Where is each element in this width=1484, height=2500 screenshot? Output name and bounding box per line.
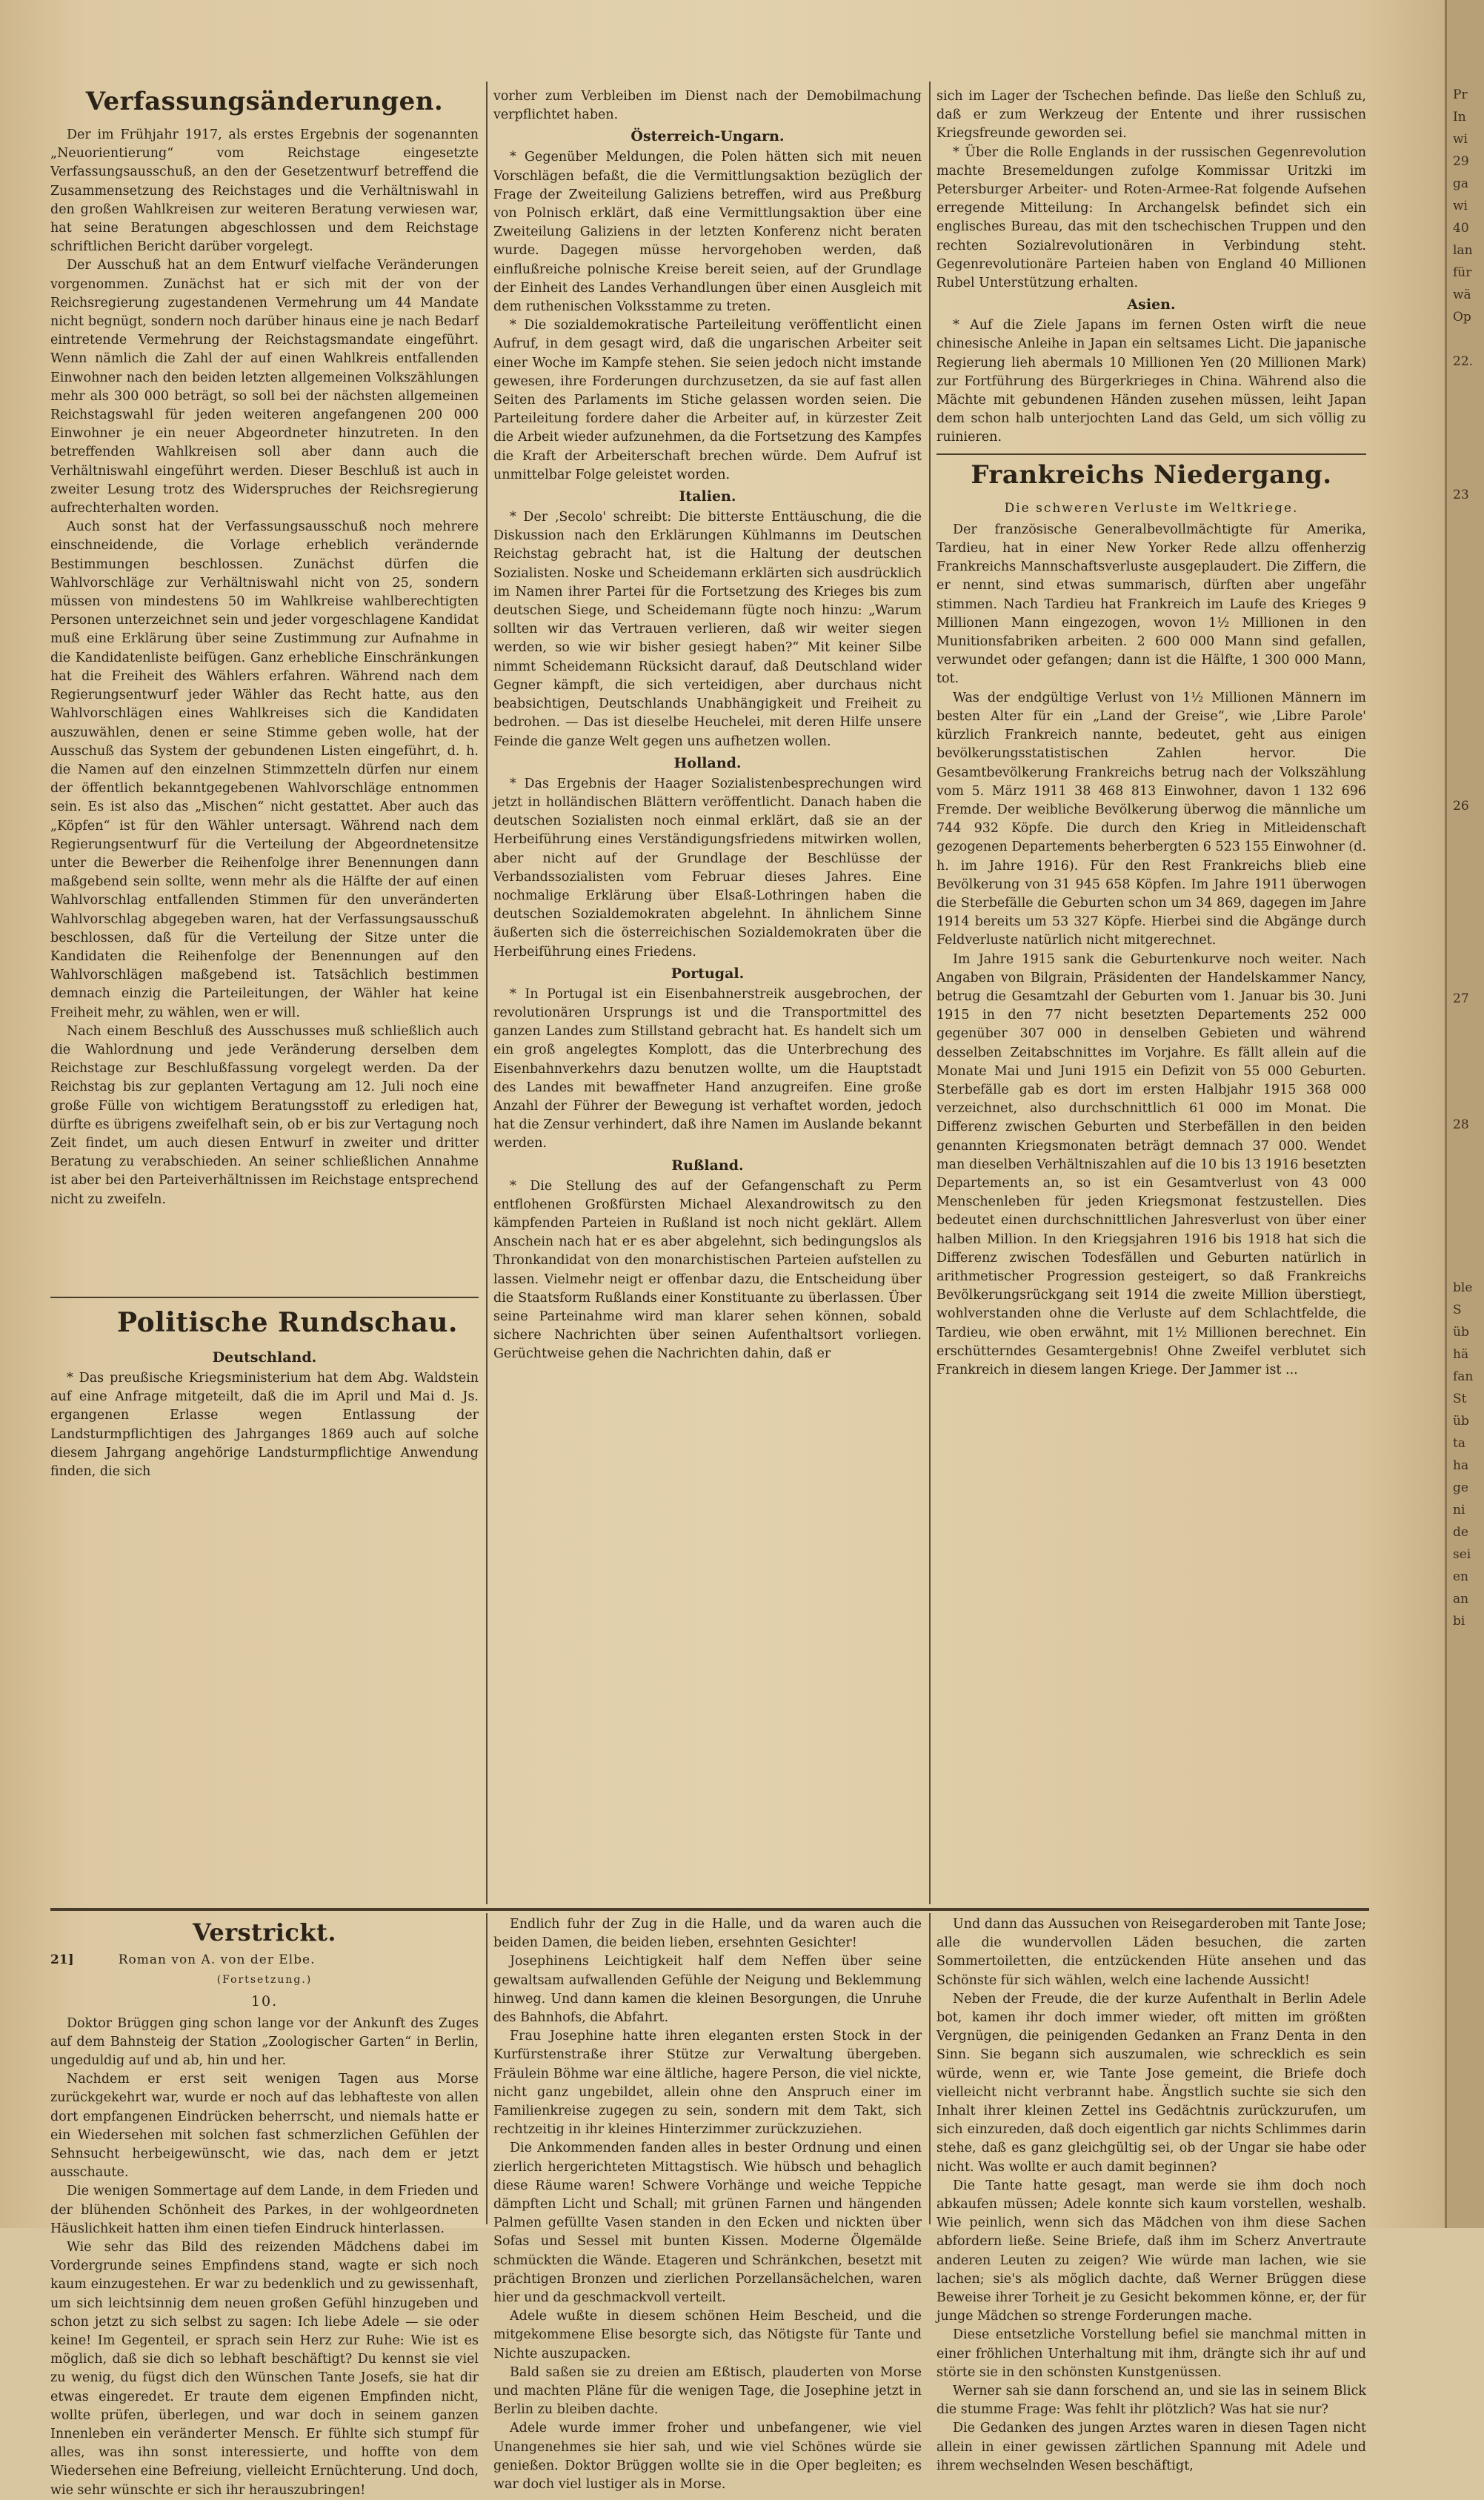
column-serial-3 xyxy=(936,1915,1366,2473)
article-title-verfassung: Verfassungsänderungen. xyxy=(85,87,444,116)
edge-fragment: Pr xyxy=(1453,87,1468,102)
paragraph: * Gegenüber Meldungen, die Polen hätten sich mit neuen Vorschlägen befaßt, die die Vermittlungsaktion bezüglich der Frage der Zweiteilung Galiziens betreffen, wird aus Preßburg von Polnisch erklärt, daß eine Vermittlungsaktion über eine Zweiteilung Galiziens in der letzten Konferenz nicht beraten wurde. Dagegen müsse hervorgehoben werden, daß einflußreiche polnische Kreise bereit seien, auf der Grundlage der Einheit des Landes Verhandlungen über einen Ausgleich mit dem ruthenischen Volksstamme zu treten. xyxy=(493,150,922,315)
section-head-oesterreich: Österreich-Ungarn. xyxy=(630,128,785,145)
paragraph: Die wenigen Sommertage auf dem Lande, in dem Frieden und der blühenden Schönheit des Parkes, in der wohlgeordneten Häuslichkeit hatten ihm einen tiefen Eindruck hinterlassen. xyxy=(50,2184,479,2236)
edge-fragment: an xyxy=(1453,1592,1469,1606)
column-rule xyxy=(486,82,488,1904)
edge-fragment: wä xyxy=(1453,287,1471,302)
edge-fragment: ble xyxy=(1453,1280,1473,1295)
serial-byline: Roman von A. von der Elbe. xyxy=(118,1952,316,1967)
edge-fragment: ge xyxy=(1453,1480,1468,1495)
column-serial-1 xyxy=(50,1915,479,2498)
edge-fragment: üb xyxy=(1453,1414,1469,1429)
paragraph: Bald saßen sie zu dreien am Eßtisch, plauderten von Morse und machten Pläne für die wenigen Tage, die Josephine jetzt in Berlin zu bleiben dachte. xyxy=(493,2364,922,2418)
article-subtitle: Die schweren Verluste im Weltkriege. xyxy=(1004,500,1299,516)
section-head-italien: Italien. xyxy=(679,488,736,505)
serial-title: Verstrickt. xyxy=(193,1918,336,1947)
edge-fragment: S xyxy=(1453,1303,1462,1317)
edge-fragment: sei xyxy=(1453,1547,1471,1562)
section-head-holland: Holland. xyxy=(673,754,742,771)
paragraph: * Auf die Ziele Japans im fernen Osten wirft die neue chinesische Anleihe in Japan ein seltsames Licht. Die japanische Regierung lieh abermals 10 Millionen Yen (20 Millionen Mark) zur Fortführung des Bürgerkrieges in China. Während also die Mächte mit gebundenen Händen zusehen müssen, leiht Japan dem schon halb unterjochten Land das Geld, um sich völlig zu ruinieren. xyxy=(936,318,1366,445)
serial-number: 21] xyxy=(50,1952,74,1967)
paragraph: * Das Ergebnis der Haager Sozialistenbesprechungen wird jetzt in holländischen Blättern veröffentlicht. Danach haben die deutschen Sozialisten noch einmal erklärt, daß sie an der Herbeiführung eines Verständigungsfriedens mitwirken wollen, aber nicht auf der Grundlage der Beschlüsse der Verbandssozialisten vom Februar dieses Jahres. Eine nochmalige Erklärung über Elsaß-Lothringen haben die deutschen Sozialdemokraten abgelehnt. In ähnlichem Sinne äußerten sich die österreichischen Sozialdemokraten über die Herbeiführung eines Friedens. xyxy=(493,776,922,960)
paragraph: * Über die Rolle Englands in der russischen Gegenrevolution machte Bresemeldungen zufolge Kommissar Uritzki im Petersburger Arbeiter- und Roten-Armee-Rat folgende Aufsehen erregende Mitteilung: In Archangelsk befindet sich ein englisches Bureau, das mit den tschechischen Truppen und den rechten Sozialrevolutionären in Verbindung steht. Gegenrevolutionäre Parteien haben von England 40 Millionen Rubel Unterstützung erhalten. xyxy=(936,144,1366,291)
edge-fragment: 23 xyxy=(1453,488,1469,502)
edge-fragment: fan xyxy=(1453,1369,1474,1384)
section-divider xyxy=(936,453,1366,455)
section-head-russland: Rußland. xyxy=(671,1157,744,1174)
section-divider xyxy=(50,1297,479,1298)
section-head-asien: Asien. xyxy=(1127,296,1176,313)
paragraph: Auch sonst hat der Verfassungsausschuß noch mehrere einschneidende, die Vorlage erheblich verändernde Bestimmungen beschlossen. Zunächst dürfen die Wahlvorschläge zur Verhältniswahl nicht von 25, sondern müssen von mindestens 50 im Wahlkreise wahlberechtigten Personen unterzeichnet sein und jeder vorgeschlagene Kandidat muß eine Erklärung über seine Zustimmung zur Aufnahme in die Kandidatenliste beifügen. Ganz erhebliche Einschränkungen hat die Freiheit des Wählers erfahren. Während nach dem Regierungsentwurf jeder Wähler das Recht hatte, aus den Wahlvorschlägen eines Wahlkreises sich die Kandidaten auszuwählen, denen er seine Stimme geben wolle, hat der Ausschuß das System der gebundenen Listen eingeführt, d. h. die Namen auf den einzelnen Stimmzetteln dürfen nur einem der öffentlich bekanntgegebenen Wahlvorschläge entnommen sein. Es ist also das „Mischen“ nicht gestattet. Aber auch das „Köpfen“ ist für den Wähler untersagt. Während nach dem Regierungsentwurf für die Verteilung der Abgeordnetensitze unter die Bewerber die Reihenfolge ihrer Benennungen dann maßgebend sein sollte, wenn mehr als die Hälfte der auf einen Wahlvorschlag entfallenden Stimmen für den unveränderten Wahlvorschlag abgegeben waren, hat der Verfassungsausschuß beschlossen, daß für die Verteilung der Sitze unter die Kandidaten die Reihenfolge der Benennungen auf den Wahlvorschlägen maßgebend ist. Tatsächlich bestimmen demnach einzig die Parteileitungen, der Wähler hat keine Freiheit mehr, zu wählen, wen er will. xyxy=(50,519,479,1020)
edge-fragment: ta xyxy=(1453,1436,1465,1451)
paragraph: Josephinens Leichtigkeit half dem Neffen über seine gewaltsam aufwallenden Gefühle der Neigung und Beklemmung hinweg. Und dann kamen die kleinen Besorgungen, die Unruhe des Bahnhofs, die Abfahrt. xyxy=(493,1954,922,2026)
section-head-deutschland: Deutschland. xyxy=(212,1349,317,1366)
paragraph: Nach einem Beschluß des Ausschusses muß schließlich auch die Wahlordnung und jede Veränderung derselben dem Reichstage zur Beschlußfassung vorgelegt werden. Da der Reichstag bis zur geplanten Vertagung am 12. Juli noch eine große Fülle von wichtigem Beratungsstoff zu erledigen hat, dürfte es übrigens zweifelhaft sein, ob er bis zur Vertagung noch Zeit findet, um auch diesen Entwurf in zweiter und dritter Beratung zu verabschieden. An seiner schließlichen Annahme ist aber bei den Parteiverhältnissen im Reichstage entsprechend nicht zu zweifeln. xyxy=(50,1023,479,1207)
serial-fortsetzung: (Fortsetzung.) xyxy=(216,1974,313,1987)
section-head-portugal: Portugal. xyxy=(671,965,745,982)
paragraph: Diese entsetzliche Vorstellung befiel sie manchmal mitten in einer fröhlichen Unterhaltung mit ihm, drängte sich ihr auf und störte sie in den schönsten Kunstgenüssen. xyxy=(936,2327,1366,2380)
edge-fragment: lan xyxy=(1453,243,1473,258)
column-rule xyxy=(929,1913,931,2224)
paragraph: Die Ankommenden fanden alles in bester Ordnung und einen zierlich hergerichteten Mittagstisch. Wie hübsch und behaglich diese Räume waren! Schwere Vorhänge und weiche Teppiche dämpften Licht und Schall; mit grünen Farnen und hängenden Palmen gefüllte Vasen standen in den Ecken und nickten über Sofas und Sessel mit bunten Kissen. Moderne Ölgemälde schmückten die Wände. Etageren und Schränkchen, besetzt mit prächtigen Bronzen und zierlichen Porzellansächelchen, waren hier und da geschmackvoll verteilt. xyxy=(493,2141,922,2306)
edge-fragment: 40 xyxy=(1453,221,1469,236)
paragraph: Werner sah sie dann forschend an, und sie las in seinem Blick die stumme Frage: Was fehlt ihr plötzlich? Was hat sie nur? xyxy=(936,2384,1366,2418)
edge-fragment: 26 xyxy=(1453,799,1469,814)
edge-fragment: 29 xyxy=(1453,154,1469,169)
column-news-right xyxy=(936,87,1366,1895)
serial-chapter: 10. xyxy=(250,1993,279,2010)
edge-fragment: Op xyxy=(1453,310,1471,325)
edge-fragment: wi xyxy=(1453,199,1468,213)
paragraph: Wie sehr das Bild des reizenden Mädchens dabei im Vordergrunde seines Empfindens stand, wagte er sich noch kaum einzugestehen. Er war zu bedenklich und zu gewissenhaft, um sich leichtsinnig dem neuen großen Gefühl hinzugeben und schon jetzt zu sich selbst zu sagen: Ich liebe Adele — sie oder keine! Im Gegenteil, er sprach sein Herz zur Ruhe: Wie ist es möglich, daß sie dich so lebhaft beschäftigt? Du kennst sie viel zu wenig, du fügst dich den Wünschen Tante Josefs, sie hat dir etwas eingeredet. Er traute dem eigenen Empfinden nicht, wollte prüfen, überlegen, und war doch in seinem ganzen Innenleben ein veränderter Mensch. Er fühlte sich stumpf für alles, was ihn sonst interessierte, und hoffte von dem Wiedersehen eine Befreiung, vielleicht Ernüchterung. Und doch, wie sehr wünschte er sich ihr herauszubringen! xyxy=(50,2240,479,2498)
column-rundschau xyxy=(50,1303,479,1895)
edge-fragment: 27 xyxy=(1453,991,1469,1006)
paragraph: * In Portugal ist ein Eisenbahnerstreik ausgebrochen, der revolutionären Ursprungs ist und die Transportmittel des ganzen Landes zum Stillstand gebracht hat. Es handelt sich um ein groß angelegtes Komplott, das die Unterbrechung des Eisenbahnverkehrs dazu benutzen wollte, um die Hauptstadt des Landes mit bewaffneter Hand anzugreifen. Eine große Anzahl der Führer der Bewegung ist verhaftet worden, jedoch hat die Zensur verhindert, daß ihre Namen im Auslande bekannt werden. xyxy=(493,986,922,1151)
column-rule xyxy=(929,82,931,1904)
article-title-frankreich: Frankreichs Niedergang. xyxy=(971,459,1332,490)
paragraph: Doktor Brüggen ging schon lange vor der Ankunft des Zuges auf dem Bahnsteig der Station „Zoologischer Garten“ in Berlin, ungeduldig auf und ab, hin und her. xyxy=(50,2015,479,2069)
edge-fragment: 22. xyxy=(1453,354,1474,369)
paragraph: Was der endgültige Verlust von 1½ Millionen Männern im besten Alter für ein „Land der Greise“, wie ‚Libre Parole' kürzlich Frankreich nannte, bedeutet, geht aus einigen bevölkerungsstatistischen Zahlen hervor. Die Gesamtbevölkerung Frankreichs betrug nach der Volkszählung vom 5. März 1911 38 468 813 Einwohner, davon 1 132 696 Fremde. Der weibliche Bevölkerung überwog die männliche um 744 932 Köpfe. Die durch den Krieg in Mitleidenschaft gezogenen Departements beherbergten 6 523 155 Einwohner (d. h. im Jahre 1916). Für den Rest Frankreichs blieb eine Bevölkerung von 31 945 658 Köpfen. Im Jahre 1911 überwogen die Sterbefälle die Geburten schon um 34 869, dagegen im Jahre 1914 bereits um 53 327 Köpfe. Hierbei sind die Abgänge durch Feldverluste natürlich nicht mitgerechnet. xyxy=(936,690,1367,948)
edge-fragment: wi xyxy=(1453,132,1468,147)
paragraph: * Das preußische Kriegsministerium hat dem Abg. Waldstein auf eine Anfrage mitgeteilt, daß die im April und Mai d. Js. ergangenen Erlasse wegen Entlassung der Landsturmpflichtigen des Jahrganges 1869 auch auf solche diesem Jahrgang angehörige Landsturmpflichtige Anwendung finden, die sich xyxy=(50,1371,479,1480)
column-rule xyxy=(486,1913,488,2224)
paragraph: sich im Lager der Tschechen befinde. Das ließe den Schluß zu, daß er zum Werkzeug der Entente und ihrer russischen Kriegsfreunde geworden sei. xyxy=(936,89,1366,142)
adjacent-page-edge xyxy=(1445,0,1484,2228)
edge-fragment: ni xyxy=(1453,1503,1465,1517)
paragraph: Adele wußte in diesem schönen Heim Bescheid, und die mitgekommene Elise besorgte sich, das Nötigste für Tante und Nichte auszupacken. xyxy=(493,2309,922,2361)
paragraph: * Die sozialdemokratische Parteileitung veröffentlicht einen Aufruf, in dem gesagt wird, daß die ungarischen Arbeiter seit einer Woche im Kampfe stehen. Sie seien jedoch nicht imstande gewesen, ihre Forderungen durchzusetzen, da sie auf fast allen Seiten des Parlaments im Stiche gelassen worden seien. Die Parteileitung fordere daher die Arbeiter auf, in kürzester Zeit die Arbeit wieder aufzunehmen, da die Fortsetzung des Kampfes die Kraft der Arbeiterschaft brechen würde. Dem Aufruf ist unmittelbar Folge geleistet worden. xyxy=(493,318,922,482)
edge-fragment: für xyxy=(1453,265,1472,280)
edge-fragment: hä xyxy=(1453,1347,1469,1362)
paragraph: Der französische Generalbevollmächtigte für Amerika, Tardieu, hat in einer New Yorker Rede allzu offenherzig Frankreichs Mannschaftsverluste ausgeplaudert. Die Ziffern, die er nennt, sind etwas summarisch, dürften aber ungefähr stimmen. Nach Tardieu hat Frankreich im Laufe des Krieges 9 Millionen Mann eingezogen, wovon 1½ Millionen in den Munitionsfabriken arbeiten. 2 600 000 Mann sind gefallen, verwundet oder gefangen; dann ist die Hälfte, 1 300 000 Mann, tot. xyxy=(936,522,1366,687)
paragraph: Der im Frühjahr 1917, als erstes Ergebnis der sogenannten „Neuorientierung“ vom Reichstage eingesetzte Verfassungsausschuß, an den der Gesetzentwurf betreffend die Zusammensetzung des Reichstages und die Verhältniswahl in den großen Wahlkreisen zur weiteren Beratung verwiesen war, hat seine Beratungen abgeschlossen und dem Reichstage schriftlichen Bericht darüber vorgelegt. xyxy=(50,127,479,255)
paragraph: Im Jahre 1915 sank die Geburtenkurve noch weiter. Nach Angaben von Bilgrain, Präsidenten der Handelskammer Nancy, betrug die Gesamtzahl der Geburten vom 1. Januar bis 30. Juni 1915 in den 77 nicht besetzten Departements 252 000 gegenüber 307 000 in denselben Gebieten und während desselben Zeitabschnittes im Vorjahre. Es fällt allein auf die Monate Mai und Juni 1915 ein Defizit von 55 000 Geburten. Sterbefälle gab es dort im ersten Halbjahr 1915 368 000 verzeichnet, also durchschnittlich 61 000 im Monat. Die Differenz zwischen Geburten und Sterbefällen in den beiden genannten Kriegsmonaten beträgt demnach 37 000. Wendet man dieselben Verhältniszahlen auf die 10 bis 13 1916 besetzten Departements an, so ist ein Gesamtverlust von 43 000 Menschenleben für jeden Kriegsmonat festzustellen. Dies bedeutet einen durchschnittlichen Jahresverlust von über einer halben Million. In den Kriegsjahren 1916 bis 1918 hat sich die Differenz zwischen Todesfällen und Geburten natürlich in arithmetischer Progression gesteigert, so daß Frankreichs Bevölkerungsrückgang seit 1914 die zweite Million überstiegt, wohlverstanden ohne die Verluste auf dem Schlachtfelde, die Tardieu, wie oben erwähnt, mit 1½ Millionen berechnet. Ein erschütterndes Gesamtergebnis! Ohne Zweifel verblutet sich Frankreich in diesem langen Kriege. Der Jammer ist ... xyxy=(936,951,1366,1377)
edge-fragment: de xyxy=(1453,1525,1468,1540)
serial-byline-row xyxy=(50,1951,479,1969)
article-title-rundschau: Politische Rundschau. xyxy=(117,1307,458,1338)
paragraph: * Die Stellung des auf der Gefangenschaft zu Perm entflohenen Großfürsten Michael Alexandrowitsch zu den kämpfenden Parteien in Rußland ist noch nicht geklärt. Allem Anschein nach hat er es aber abgelehnt, sich bedingungslos als Thronkandidat von den monarchistischen Parteien aufstellen zu lassen. Vielmehr neigt er offenbar dazu, die Entscheidung über die Staatsform Rußlands einer Konstituante zu überlassen. Über seine Parteinahme wird man klarer sehen können, sobald sichere Nachrichten über seinen Aufenthaltsort vorliegen. Gerüchtweise gehen die Nachrichten dahin, daß er xyxy=(493,1178,922,1362)
edge-fragment: 28 xyxy=(1453,1117,1469,1132)
edge-fragment: ga xyxy=(1453,176,1469,191)
feuilleton-rule xyxy=(50,1908,1369,1911)
paragraph: Nachdem er erst seit wenigen Tagen aus Morse zurückgekehrt war, wurde er noch auf das lebhafteste von allen dort empfangenen Eindrücken beherrscht, und niemals hatte er ein Wiedersehen mit solchen fast schmerzlichen Gefühlen der Sehnsucht herbeigewünscht, wie das, nach dem er jetzt ausschaute. xyxy=(50,2072,479,2181)
paragraph: Frau Josephine hatte ihren eleganten ersten Stock in der Kurfürstenstraße ihrer Stütze zur Verwaltung übergeben. Fräulein Böhme war eine ältliche, hagere Person, die viel nickte, nicht ganz ungebildet, allein ohne den Anspruch einer im Familienkreise zugegen zu sein, sondern mit dem Takt, sich rechtzeitig in ihr kleines Hinterzimmer zurückzuziehen. xyxy=(493,2029,922,2138)
edge-fragment: en xyxy=(1453,1569,1469,1584)
column-news-middle xyxy=(493,87,922,1895)
edge-fragment: St xyxy=(1453,1392,1467,1406)
edge-fragment: bi xyxy=(1453,1614,1465,1629)
paragraph: Die Tante hatte gesagt, man werde sie ihm doch noch abkaufen müssen; Adele konnte sich kaum vorstellen, weshalb. Wie peinlich, wenn sich das Mädchen von ihm diese Sachen abfordern ließe. Seine Briefe, daß ihm im Scherz Anvertraute anderen Leuten zu zeigen? Wie würde man lachen, wie sie lachen; sie's als möglich dachte, daß Werner Brüggen diese Beweise ihrer Torheit je zu Gesicht bekommen könne, er, der für junge Mädchen so strenge Forderungen mache. xyxy=(936,2178,1366,2324)
paragraph: Die Gedanken des jungen Arztes waren in diesen Tagen nicht allein in einer gewissen zärtlichen Spannung mit Adele und ihrem wechselnden Wesen beschäftigt, xyxy=(936,2421,1366,2473)
paragraph: Adele wurde immer froher und unbefangener, wie viel Unangenehmes sie hier sah, und wie viel Schönes würde sie genießen. Doktor Brüggen wollte sie in die Oper begleiten; es war doch viel lustiger als in Morse. xyxy=(493,2421,922,2493)
paragraph: Endlich fuhr der Zug in die Halle, und da waren auch die beiden Damen, die beiden lieben, ersehnten Gesichter! xyxy=(493,1917,922,1951)
edge-fragment: üb xyxy=(1453,1325,1469,1340)
column-serial-2 xyxy=(493,1915,922,2493)
paragraph: Der Ausschuß hat an dem Entwurf vielfache Veränderungen vorgenommen. Zunächst hat er sich mit der von der Reichsregierung zugestandenen Vermehrung um 44 Mandate nicht begnügt, sondern noch darüber hinaus eine je nach Bedarf eintretende Vermehrung der Reichstagsmandate eingeführt. Wenn nämlich die Zahl der auf einen Wahlkreis entfallenden Einwohner nach den beiden letzten allgemeinen Volkszählungen mehr als 300 000 beträgt, so soll bei der nächsten allgemeinen Reichstagswahl für jeden weiteren angefangenen 200 000 Einwohner je ein neuer Abgeordneter hinzutreten. In den betreffenden Wahlkreisen soll aber dann auch die Verhältniswahl eingeführt werden. Dieser Beschluß ist auch in zweiter Lesung trotz des Widerspruches der Reichsregierung aufrechterhalten worden. xyxy=(50,258,479,516)
paragraph: * Der ‚Secolo' schreibt: Die bitterste Enttäuschung, die die Diskussion nach den Erklärungen Kühlmanns im Deutschen Reichstag gebracht hat, ist die Haltung der deutschen Sozialisten. Noske und Scheidemann erklärten sich ausdrücklich im Namen ihrer Partei für die Fortsetzung des Krieges bis zum deutschen Siege, und Scheidemann fügte noch hinzu: „Warum sollten wir das Vertrauen verlieren, daß wir weiter siegen werden, so wie wir bisher gesiegt haben?“ Mit keiner Silbe nimmt Scheidemann Rücksicht darauf, daß Deutschland wider Gegner kämpft, die sich verteidigen, aber durchaus nicht beabsichtigen, Deutschlands Unabhängigkeit und Freiheit zu bedrohen. — Das ist dieselbe Heuchelei, mit deren Hilfe unsere Feinde die ganze Welt gegen uns aufhetzen wollen. xyxy=(493,510,922,749)
paragraph: Neben der Freude, die der kurze Aufenthalt in Berlin Adele bot, kamen ihr doch immer wieder, oft mitten im größten Vergnügen, die peinigenden Gedanken an Franz Denta in den Sinn. Sie begann sich auszumalen, wie schrecklich es sein würde, wenn er, wie Tante Jose gemeint, die Briefe doch vielleicht nicht verbrannt habe. Ängstlich suchte sie sich den Inhalt ihrer kleinen Zettel ins Gedächtnis zurückzurufen, um sich einzureden, daß doch eigentlich gar nichts Schlimmes darin stehe, daß es ganz gleichgültig sei, ob der Ungar sie habe oder nicht. Was wollte er auch damit beginnen? xyxy=(936,1991,1366,2175)
paragraph: Und dann das Aussuchen von Reisegarderoben mit Tante Jose; alle die wundervollen Läden besuchen, die zarten Sommertoiletten, die entzückenden Hüte ansehen und das Schönste für sich wählen, welch eine lachende Aussicht! xyxy=(936,1917,1366,1988)
edge-fragment: In xyxy=(1453,110,1466,124)
paragraph: vorher zum Verbleiben im Dienst nach der Demobilmachung verpflichtet haben. xyxy=(493,89,922,123)
edge-fragment: ha xyxy=(1453,1458,1469,1473)
